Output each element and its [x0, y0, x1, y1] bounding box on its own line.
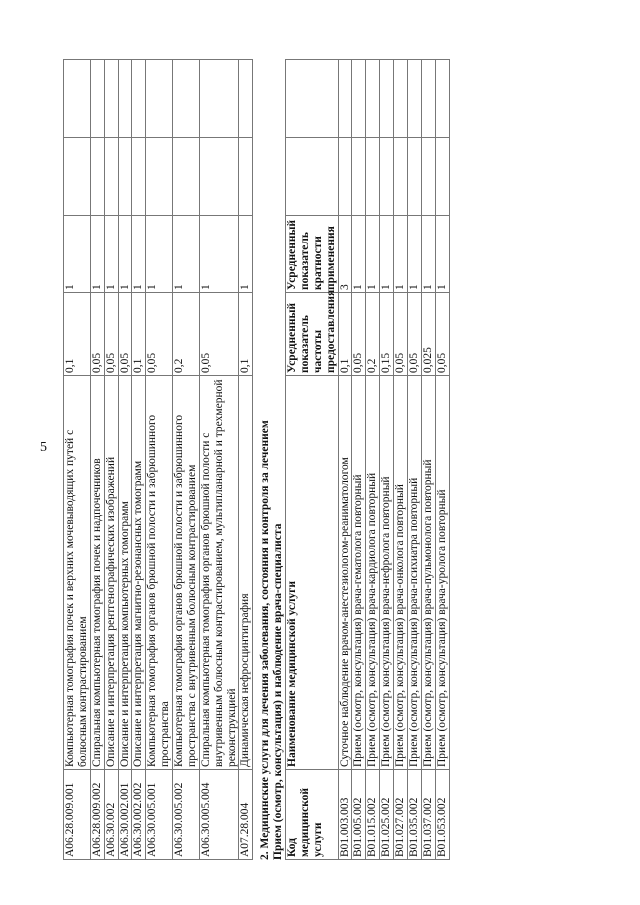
- cell-code: A06.28.009.002: [90, 770, 104, 860]
- cell-freq: 0,2: [366, 293, 380, 376]
- cell-empty: [421, 138, 435, 216]
- cell-empty: [90, 60, 104, 138]
- cell-name: Описание и интерпретация рентгенографических изображений: [104, 376, 118, 770]
- cell-mult: 1: [366, 216, 380, 293]
- cell-freq: 0,05: [407, 293, 421, 376]
- cell-name: Компьютерная томография почек и верхних мочевыводящих путей с болюсным контрастированием: [64, 376, 91, 770]
- cell-empty: [132, 60, 146, 138]
- cell-name: Прием (осмотр, консультация) врача-психиатра повторный: [407, 376, 421, 770]
- cell-name: Прием (осмотр, консультация) врача-пульмонолога повторный: [421, 376, 435, 770]
- subsection-title: Прием (осмотр, консультация) и наблюдение врача-специалиста: [272, 523, 285, 860]
- cell-mult: 1: [380, 216, 394, 293]
- cell-code: B01.035.002: [407, 770, 421, 860]
- header-name: Наименование медицинской услуги: [286, 376, 339, 770]
- cell-empty: [421, 60, 435, 138]
- cell-empty: [173, 60, 200, 138]
- cell-empty: [435, 60, 449, 138]
- cell-code: B01.037.002: [421, 770, 435, 860]
- cell-empty: [380, 60, 394, 138]
- cell-mult: 1: [199, 216, 239, 293]
- cell-name: Прием (осмотр, консультация) врача-нефролога повторный: [380, 376, 394, 770]
- cell-name: Спиральная компьютерная томография органов брюшной полости с внутривенным болюсным контрастированием, мультипланарной и трехмерной реконструкцией: [199, 376, 239, 770]
- table-row: [421, 60, 435, 860]
- cell-name: Прием (осмотр, консультация) врача-гематолога повторный: [352, 376, 366, 770]
- table-row: [435, 60, 449, 860]
- cell-name: Описание и интерпретация компьютерных томограмм: [118, 376, 132, 770]
- cell-empty: [352, 60, 366, 138]
- cell-empty: [239, 60, 253, 138]
- cell-empty: [394, 138, 408, 216]
- cell-empty: [64, 60, 91, 138]
- table-header-row: [286, 60, 339, 860]
- services-table-1: [63, 59, 253, 860]
- cell-name: Динамическая нефросцинтиграфия: [239, 376, 253, 770]
- services-table-1-body: [64, 60, 253, 860]
- table-row: [407, 60, 421, 860]
- cell-empty: [338, 60, 352, 138]
- page-number: 5: [40, 440, 47, 455]
- cell-code: B01.025.002: [380, 770, 394, 860]
- cell-empty: [407, 138, 421, 216]
- cell-freq: 0,05: [435, 293, 449, 376]
- cell-freq: 0,05: [90, 293, 104, 376]
- table-row: [394, 60, 408, 860]
- cell-mult: 1: [352, 216, 366, 293]
- cell-freq: 0,05: [146, 293, 173, 376]
- cell-empty: [118, 60, 132, 138]
- cell-name: Компьютерная томография органов брюшной полости и забрюшинного пространства: [146, 376, 173, 770]
- cell-mult: 1: [118, 216, 132, 293]
- cell-empty: [199, 60, 239, 138]
- cell-mult: 1: [435, 216, 449, 293]
- services-table-2-body: [338, 60, 449, 860]
- cell-empty: [64, 138, 91, 216]
- table-row: [146, 60, 173, 860]
- cell-empty: [239, 138, 253, 216]
- cell-freq: 0,05: [118, 293, 132, 376]
- table-row: [90, 60, 104, 860]
- table-row: [173, 60, 200, 860]
- cell-code: B01.005.002: [352, 770, 366, 860]
- cell-empty: [352, 138, 366, 216]
- cell-code: A06.30.005.004: [199, 770, 239, 860]
- cell-code: A07.28.004: [239, 770, 253, 860]
- cell-mult: 1: [104, 216, 118, 293]
- cell-mult: 1: [132, 216, 146, 293]
- cell-empty: [435, 138, 449, 216]
- cell-mult: 1: [421, 216, 435, 293]
- cell-code: B01.003.003: [338, 770, 352, 860]
- cell-code: A06.30.005.001: [146, 770, 173, 860]
- table-row: [199, 60, 239, 860]
- cell-name: Компьютерная томография органов брюшной полости и забрюшинного пространства с внутривенным болюсным контрастированием: [173, 376, 200, 770]
- cell-empty: [199, 138, 239, 216]
- cell-freq: 0,05: [199, 293, 239, 376]
- cell-code: A06.28.009.001: [64, 770, 91, 860]
- cell-empty: [104, 138, 118, 216]
- cell-empty: [366, 138, 380, 216]
- cell-freq: 0,1: [338, 293, 352, 376]
- cell-code: A06.30.002: [104, 770, 118, 860]
- cell-empty: [146, 138, 173, 216]
- cell-freq: 0,15: [380, 293, 394, 376]
- cell-mult: 1: [407, 216, 421, 293]
- header-freq: Усредненный показатель частоты предоставления: [286, 293, 339, 376]
- header-empty: [286, 60, 339, 138]
- cell-code: B01.015.002: [366, 770, 380, 860]
- cell-mult: 1: [239, 216, 253, 293]
- cell-empty: [173, 138, 200, 216]
- cell-name: Прием (осмотр, консультация) врача-уролога повторный: [435, 376, 449, 770]
- table-row: [132, 60, 146, 860]
- table-row: [380, 60, 394, 860]
- table-row: [118, 60, 132, 860]
- cell-name: Спиральная компьютерная томография почек и надпочечников: [90, 376, 104, 770]
- cell-freq: 0,05: [104, 293, 118, 376]
- cell-empty: [338, 138, 352, 216]
- header-mult: Усредненный показатель кратности применения: [286, 216, 339, 293]
- table-row: [352, 60, 366, 860]
- cell-empty: [380, 138, 394, 216]
- cell-code: A06.30.005.002: [173, 770, 200, 860]
- cell-mult: 1: [173, 216, 200, 293]
- section-2-title: 2. Медицинские услуги для лечения заболевания, состояния и контроля за лечением: [259, 420, 272, 860]
- cell-empty: [104, 60, 118, 138]
- header-code: Код медицинской услуги: [286, 770, 339, 860]
- cell-mult: 1: [146, 216, 173, 293]
- cell-name: Прием (осмотр, консультация) врача-кардиолога повторный: [366, 376, 380, 770]
- cell-freq: 0,1: [64, 293, 91, 376]
- cell-empty: [366, 60, 380, 138]
- header-empty: [286, 138, 339, 216]
- cell-empty: [394, 60, 408, 138]
- cell-code: B01.053.002: [435, 770, 449, 860]
- cell-mult: 1: [90, 216, 104, 293]
- cell-freq: 0,1: [132, 293, 146, 376]
- table-row: [338, 60, 352, 860]
- cell-empty: [90, 138, 104, 216]
- cell-name: Суточное наблюдение врачом-анестезиологом-реаниматологом: [338, 376, 352, 770]
- cell-freq: 0,05: [394, 293, 408, 376]
- cell-mult: 1: [394, 216, 408, 293]
- table-row: [366, 60, 380, 860]
- cell-name: Описание и интерпретация магнитно-резонансных томограмм: [132, 376, 146, 770]
- rotated-document-content: [63, 60, 450, 860]
- cell-freq: 0,05: [352, 293, 366, 376]
- cell-code: A06.30.002.002: [132, 770, 146, 860]
- table-row: [239, 60, 253, 860]
- cell-empty: [407, 60, 421, 138]
- cell-mult: 3: [338, 216, 352, 293]
- cell-empty: [132, 138, 146, 216]
- cell-freq: 0,025: [421, 293, 435, 376]
- services-table-2: [285, 59, 450, 860]
- table-row: [104, 60, 118, 860]
- cell-freq: 0,2: [173, 293, 200, 376]
- cell-code: A06.30.002.001: [118, 770, 132, 860]
- table-row: [64, 60, 91, 860]
- cell-code: B01.027.002: [394, 770, 408, 860]
- cell-mult: 1: [64, 216, 91, 293]
- cell-empty: [146, 60, 173, 138]
- cell-name: Прием (осмотр, консультация) врача-онколога повторный: [394, 376, 408, 770]
- cell-empty: [118, 138, 132, 216]
- cell-freq: 0,1: [239, 293, 253, 376]
